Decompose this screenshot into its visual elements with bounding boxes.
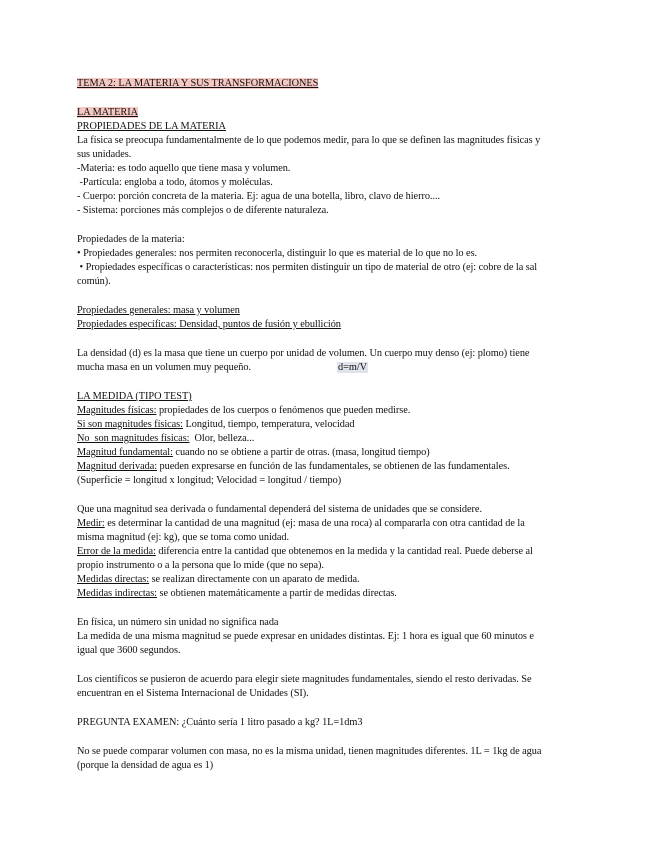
term-text: Longitud, tiempo, temperatura, velocidad	[182, 419, 355, 430]
paragraph-line: La física se preocupa fundamentalmente de lo que podemos medir, para lo que se definen las magnitudes físicas y	[77, 135, 541, 146]
term-label: Medidas directas:	[77, 574, 150, 585]
subheading-propiedades: PROPIEDADES DE LA MATERIA	[77, 121, 226, 132]
magnitud-derivada-line	[77, 460, 577, 473]
section-heading-materia-line	[77, 106, 577, 119]
paragraph-text: mucha masa en un volumen muy pequeño.	[77, 362, 252, 373]
bullet-propiedades-especificas: • Propiedades específicas o características: nos permiten distinguir un tipo de material de otro (ej: cobre de la sal	[77, 262, 538, 273]
density-formula: d=m/V	[338, 362, 368, 373]
term-text: diferencia entre la cantidad que obtenemos en la medida y la cantidad real. Puede deberse al	[155, 546, 533, 557]
paragraph-line: encuentran en el Sistema Internacional de Unidades (SI).	[77, 688, 309, 699]
bullet-propiedades-generales: • Propiedades generales: nos permiten reconocerla, distinguir lo que es material de lo que no lo es.	[77, 248, 478, 259]
paragraph-line: La densidad (d) es la masa que tiene un cuerpo por unidad de volumen. Un cuerpo muy denso (ej: plomo) tiene	[77, 348, 530, 359]
paragraph-line: común).	[77, 276, 111, 287]
term-text: se realizan directamente con un aparato de medida.	[149, 574, 360, 585]
paragraph-line: misma magnitud (ej: kg), que se toma como unidad.	[77, 532, 290, 543]
definition-materia: -Materia: es todo aquello que tiene masa y volumen.	[77, 163, 291, 174]
examples-line: (Superficie = longitud x longitud; Velocidad = longitud / tiempo)	[77, 475, 342, 486]
term-label: Medir:	[77, 518, 105, 529]
paragraph-line: Los científicos se pusieron de acuerdo para elegir siete magnitudes fundamentales, siendo el resto derivadas. Se	[77, 674, 532, 685]
term-label: Magnitudes físicas:	[77, 405, 157, 416]
medidas-directas-line	[77, 573, 577, 586]
paragraph-line: No se puede comparar volumen con masa, no es la misma unidad, tienen magnitudes diferentes. 1L = 1kg de agua	[77, 746, 542, 757]
definition-cuerpo: - Cuerpo: porción concreta de la materia. Ej: agua de una botella, libro, clavo de hierro....	[77, 191, 441, 202]
medir-line	[77, 517, 577, 530]
paragraph-line: sus unidades.	[77, 149, 132, 160]
term-label: Medidas indirectas:	[77, 588, 157, 599]
underlined-propiedades-generales: Propiedades generales: masa y volumen	[77, 305, 240, 316]
paragraph-line: igual que 3600 segundos.	[77, 645, 181, 656]
term-text: se obtienen matemáticamente a partir de medidas directas.	[156, 588, 397, 599]
section-heading-materia: LA MATERIA	[77, 107, 138, 118]
magnitudes-fisicas-line	[77, 404, 577, 417]
term-text: es determinar la cantidad de una magnitud (ej: masa de una roca) al compararla con otra cantidad de la	[104, 518, 525, 529]
exam-question: PREGUNTA EXAMEN: ¿Cuánto sería 1 litro pasado a kg? 1L=1dm3	[77, 717, 363, 728]
paragraph-line: Que una magnitud sea derivada o fundamental dependerá del sistema de unidades que se considere.	[77, 504, 482, 515]
error-medida-line	[77, 545, 577, 558]
title-line	[77, 77, 577, 90]
no-son-line	[77, 432, 577, 445]
paragraph-line: (porque la densidad de agua es 1)	[77, 760, 214, 771]
density-line	[77, 361, 577, 374]
properties-heading: Propiedades de la materia:	[77, 234, 185, 245]
term-label: Si son magnitudes físicas:	[77, 419, 183, 430]
term-label: Error de la medida:	[77, 546, 156, 557]
term-text: Olor, belleza...	[189, 433, 255, 444]
magnitud-fundamental-line	[77, 446, 577, 459]
paragraph-line: En física, un número sin unidad no significa nada	[77, 617, 279, 628]
term-label: Magnitud derivada:	[77, 461, 158, 472]
medidas-indirectas-line	[77, 587, 577, 600]
term-text: cuando no se obtiene a partir de otras. (masa, longitud tiempo)	[172, 447, 430, 458]
definition-particula: -Partícula: engloba a todo, átomos y moléculas.	[77, 177, 273, 188]
term-text: pueden expresarse en función de las fundamentales, se obtienen de las fundamentales.	[157, 461, 510, 472]
term-label: No son magnitudes físicas:	[77, 433, 190, 444]
definition-sistema: - Sistema: porciones más complejos o de diferente naturaleza.	[77, 205, 329, 216]
paragraph-line: La medida de una misma magnitud se puede expresar en unidades distintas. Ej: 1 hora es igual que 60 minutos e	[77, 631, 534, 642]
underlined-propiedades-especificas: Propiedades específicas: Densidad, puntos de fusión y ebullición	[77, 319, 341, 330]
section-heading-medida: LA MEDIDA (TIPO TEST)	[77, 391, 192, 402]
term-label: Magnitud fundamental:	[77, 447, 173, 458]
term-text: propiedades de los cuerpos o fenómenos que pueden medirse.	[156, 405, 411, 416]
document-title: TEMA 2: LA MATERIA Y SUS TRANSFORMACIONES	[77, 78, 319, 89]
si-son-line	[77, 418, 577, 431]
paragraph-line: propio instrumento o a la persona que lo mide (que no sepa).	[77, 560, 324, 571]
